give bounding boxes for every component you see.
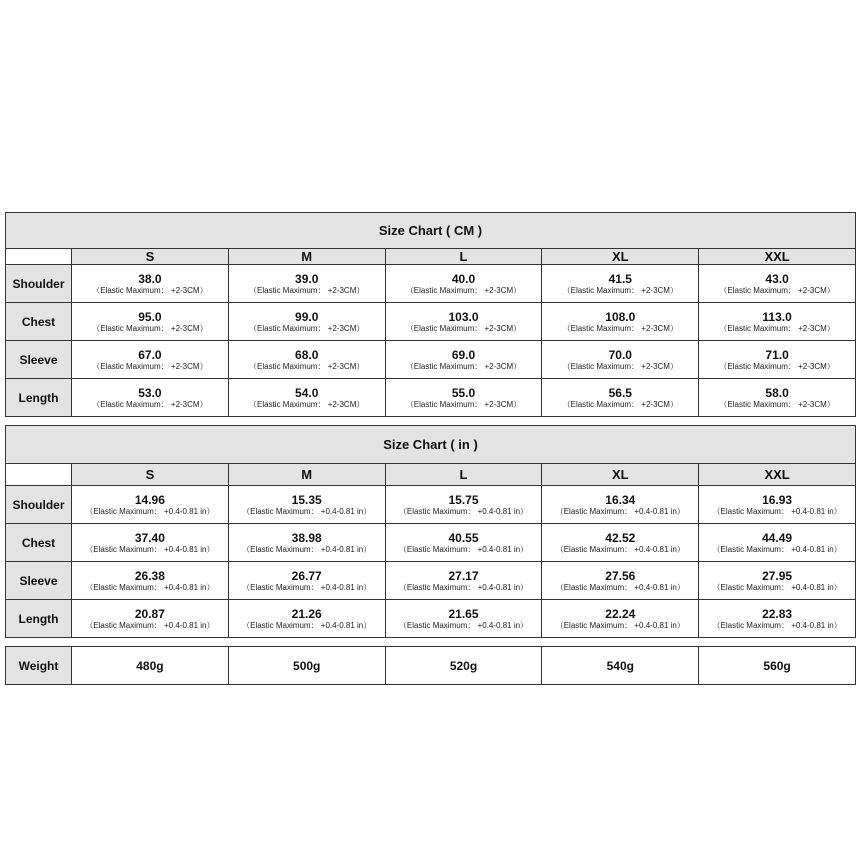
measure-cell <box>72 265 229 303</box>
elastic-note: （Elastic Maximum： +0.4-0.81 in） <box>85 507 215 516</box>
size-header-l: L <box>385 249 542 265</box>
measure-value: 108.0 <box>605 310 636 324</box>
row-label-sleeve: Sleeve <box>6 341 72 379</box>
measure-cell <box>72 600 229 638</box>
measure-value: 20.87 <box>134 607 165 621</box>
measure-cell <box>228 341 385 379</box>
elastic-note: （Elastic Maximum： +2-3CM） <box>405 400 522 409</box>
measure-cell <box>542 600 699 638</box>
measure-cell <box>72 303 229 341</box>
measure-value: 54.0 <box>295 386 319 400</box>
row-label-chest: Chest <box>6 524 72 562</box>
table-row <box>6 562 856 600</box>
size-header-m: M <box>228 249 385 265</box>
measure-value: 41.5 <box>608 272 632 286</box>
size-header-s: S <box>72 249 229 265</box>
elastic-note: （Elastic Maximum： +2-3CM） <box>92 324 208 333</box>
measure-cell <box>542 524 699 562</box>
measure-value: 56.5 <box>608 386 632 400</box>
measure-value: 40.0 <box>451 272 476 286</box>
weight-value: 500g <box>228 647 385 685</box>
measure-value: 55.0 <box>451 386 476 400</box>
measure-value: 26.38 <box>134 569 165 583</box>
elastic-note: （Elastic Maximum： +0.4-0.81 in） <box>555 583 685 592</box>
measure-cell <box>542 486 699 524</box>
size-chart-cm-title: Size Chart ( CM ) <box>6 213 856 249</box>
weight-value: 560g <box>699 647 856 685</box>
table-row <box>6 486 856 524</box>
elastic-note: （Elastic Maximum： +2-3CM） <box>719 362 835 371</box>
elastic-note: （Elastic Maximum： +0.4-0.81 in） <box>242 545 372 554</box>
measure-cell <box>542 265 699 303</box>
elastic-note: （Elastic Maximum： +2-3CM） <box>562 362 678 371</box>
elastic-note: （Elastic Maximum： +2-3CM） <box>719 286 835 295</box>
measure-value: 22.83 <box>762 607 793 621</box>
measure-value: 27.56 <box>605 569 636 583</box>
measure-value: 68.0 <box>295 348 319 362</box>
table-row <box>6 600 856 638</box>
measure-cell <box>228 524 385 562</box>
row-label-shoulder: Shoulder <box>6 265 72 303</box>
measure-cell <box>228 303 385 341</box>
row-label-length: Length <box>6 600 72 638</box>
size-header-xxl: XXL <box>699 464 856 486</box>
measure-cell <box>385 486 542 524</box>
measure-cell <box>385 303 542 341</box>
measure-cell <box>228 379 385 417</box>
weight-value: 540g <box>542 647 699 685</box>
elastic-note: （Elastic Maximum： +2-3CM） <box>249 324 365 333</box>
row-label-sleeve: Sleeve <box>6 562 72 600</box>
measure-cell <box>385 562 542 600</box>
size-header-xl: XL <box>542 464 699 486</box>
weight-value: 520g <box>385 647 542 685</box>
measure-cell <box>542 562 699 600</box>
measure-cell <box>699 524 856 562</box>
corner-cell <box>6 464 72 486</box>
row-label-shoulder: Shoulder <box>6 486 72 524</box>
measure-cell <box>228 265 385 303</box>
corner-cell <box>6 249 72 265</box>
elastic-note: （Elastic Maximum： +2-3CM） <box>249 286 365 295</box>
size-chart-inch-table <box>5 425 856 638</box>
size-header-xxl: XXL <box>699 249 856 265</box>
measure-value: 21.26 <box>291 607 322 621</box>
measure-cell <box>699 600 856 638</box>
measure-value: 67.0 <box>138 348 162 362</box>
measure-value: 58.0 <box>765 386 789 400</box>
elastic-note: （Elastic Maximum： +2-3CM） <box>92 362 208 371</box>
elastic-note: （Elastic Maximum： +2-3CM） <box>562 400 678 409</box>
elastic-note: （Elastic Maximum： +0.4-0.81 in） <box>398 545 529 554</box>
measure-value: 42.52 <box>605 531 636 545</box>
size-header-s: S <box>72 464 229 486</box>
measure-cell <box>542 379 699 417</box>
elastic-note: （Elastic Maximum： +0.4-0.81 in） <box>242 507 372 516</box>
measure-value: 70.0 <box>608 348 632 362</box>
table-row <box>6 303 856 341</box>
elastic-note: （Elastic Maximum： +2-3CM） <box>249 400 365 409</box>
measure-cell <box>228 486 385 524</box>
measure-cell <box>699 265 856 303</box>
measure-value: 26.77 <box>291 569 322 583</box>
measure-cell <box>72 486 229 524</box>
measure-value: 39.0 <box>295 272 319 286</box>
measure-value: 38.0 <box>138 272 162 286</box>
measure-cell <box>542 341 699 379</box>
elastic-note: （Elastic Maximum： +2-3CM） <box>405 362 522 371</box>
measure-cell <box>699 486 856 524</box>
measure-value: 99.0 <box>295 310 319 324</box>
weight-table <box>5 646 856 685</box>
measure-cell <box>699 379 856 417</box>
measure-value: 37.40 <box>134 531 165 545</box>
measure-value: 103.0 <box>448 310 479 324</box>
elastic-note: （Elastic Maximum： +0.4-0.81 in） <box>85 583 215 592</box>
measure-value: 71.0 <box>765 348 789 362</box>
elastic-note: （Elastic Maximum： +0.4-0.81 in） <box>555 507 685 516</box>
measure-value: 22.24 <box>605 607 636 621</box>
measure-cell <box>385 379 542 417</box>
elastic-note: （Elastic Maximum： +0.4-0.81 in） <box>712 545 842 554</box>
elastic-note: （Elastic Maximum： +0.4-0.81 in） <box>712 621 842 630</box>
table-row <box>6 647 856 685</box>
elastic-note: （Elastic Maximum： +0.4-0.81 in） <box>242 583 372 592</box>
measure-cell <box>699 562 856 600</box>
measure-value: 14.96 <box>134 493 165 507</box>
measure-cell <box>385 600 542 638</box>
measure-value: 44.49 <box>762 531 793 545</box>
measure-cell <box>385 265 542 303</box>
measure-value: 21.65 <box>448 607 479 621</box>
elastic-note: （Elastic Maximum： +2-3CM） <box>562 324 678 333</box>
measure-cell <box>699 341 856 379</box>
elastic-note: （Elastic Maximum： +0.4-0.81 in） <box>85 545 215 554</box>
measure-value: 40.55 <box>448 531 479 545</box>
size-chart-cm-table <box>5 212 856 417</box>
elastic-note: （Elastic Maximum： +2-3CM） <box>719 324 835 333</box>
measure-value: 69.0 <box>451 348 476 362</box>
weight-value: 480g <box>72 647 229 685</box>
measure-value: 27.17 <box>448 569 479 583</box>
measure-value: 53.0 <box>138 386 162 400</box>
measure-cell <box>228 600 385 638</box>
size-header-l: L <box>385 464 542 486</box>
measure-value: 113.0 <box>762 310 792 324</box>
elastic-note: （Elastic Maximum： +2-3CM） <box>405 286 522 295</box>
elastic-note: （Elastic Maximum： +0.4-0.81 in） <box>398 507 529 516</box>
size-header-m: M <box>228 464 385 486</box>
table-row <box>6 265 856 303</box>
table-row <box>6 379 856 417</box>
elastic-note: （Elastic Maximum： +2-3CM） <box>92 400 208 409</box>
elastic-note: （Elastic Maximum： +2-3CM） <box>249 362 365 371</box>
size-chart-inch-title: Size Chart ( in ) <box>6 426 856 464</box>
elastic-note: （Elastic Maximum： +0.4-0.81 in） <box>398 621 529 630</box>
table-row <box>6 524 856 562</box>
elastic-note: （Elastic Maximum： +2-3CM） <box>719 400 835 409</box>
elastic-note: （Elastic Maximum： +0.4-0.81 in） <box>555 621 685 630</box>
measure-cell <box>699 303 856 341</box>
elastic-note: （Elastic Maximum： +0.4-0.81 in） <box>398 583 529 592</box>
measure-value: 27.95 <box>762 569 793 583</box>
measure-cell <box>385 341 542 379</box>
row-label-weight: Weight <box>6 647 72 685</box>
elastic-note: （Elastic Maximum： +0.4-0.81 in） <box>712 583 842 592</box>
elastic-note: （Elastic Maximum： +0.4-0.81 in） <box>85 621 215 630</box>
measure-value: 15.35 <box>291 493 322 507</box>
measure-cell <box>72 562 229 600</box>
elastic-note: （Elastic Maximum： +0.4-0.81 in） <box>555 545 685 554</box>
elastic-note: （Elastic Maximum： +2-3CM） <box>562 286 678 295</box>
row-label-length: Length <box>6 379 72 417</box>
measure-value: 38.98 <box>291 531 322 545</box>
measure-cell <box>72 524 229 562</box>
measure-cell <box>385 524 542 562</box>
measure-cell <box>72 379 229 417</box>
measure-value: 43.0 <box>765 272 789 286</box>
elastic-note: （Elastic Maximum： +0.4-0.81 in） <box>242 621 372 630</box>
measure-cell <box>228 562 385 600</box>
measure-value: 16.93 <box>762 493 793 507</box>
elastic-note: （Elastic Maximum： +2-3CM） <box>92 286 208 295</box>
table-row <box>6 341 856 379</box>
measure-cell <box>72 341 229 379</box>
row-label-chest: Chest <box>6 303 72 341</box>
measure-value: 15.75 <box>448 493 479 507</box>
measure-cell <box>542 303 699 341</box>
elastic-note: （Elastic Maximum： +0.4-0.81 in） <box>712 507 842 516</box>
size-header-xl: XL <box>542 249 699 265</box>
elastic-note: （Elastic Maximum： +2-3CM） <box>405 324 522 333</box>
measure-value: 16.34 <box>605 493 636 507</box>
measure-value: 95.0 <box>138 310 162 324</box>
